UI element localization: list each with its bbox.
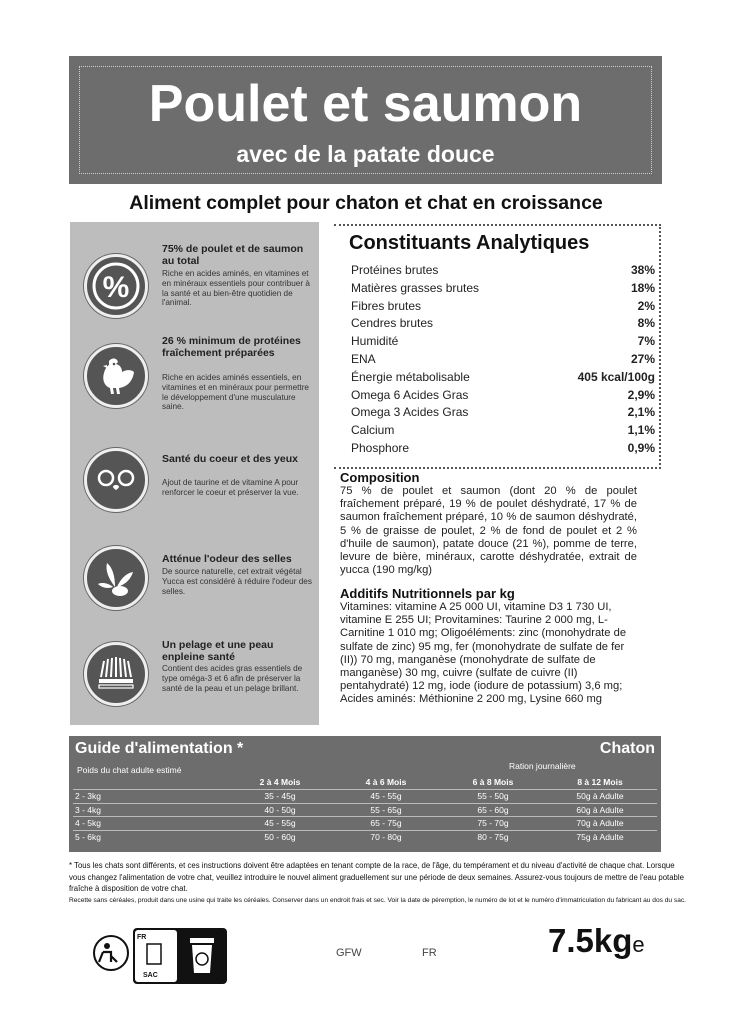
fr-code: FR <box>422 947 437 959</box>
guide-cell: 65 - 60g <box>477 804 509 815</box>
analytic-label: Matières grasses brutes <box>351 280 480 295</box>
composition-title: Composition <box>340 470 420 485</box>
guide-col-header: 2 à 4 Mois <box>259 777 301 787</box>
feature-title: Santé du coeur et des yeux <box>162 453 298 465</box>
analytic-label: Phosphore <box>351 441 410 455</box>
guide-weight: 3 - 4kg <box>75 804 101 815</box>
feature-desc: Ajout de taurine et de vitamine A pour renforcer le coeur et préserver la vue. <box>162 478 299 497</box>
guide-category: Chaton <box>599 740 655 757</box>
yucca-plant-icon <box>84 546 148 610</box>
percent-icon <box>84 254 148 318</box>
estimated-mark: e <box>632 932 645 957</box>
analytic-value: 38% <box>630 263 655 277</box>
guide-cell: 60g à Adulte <box>576 804 624 815</box>
analytic-title: Constituants Analytiques <box>349 232 590 254</box>
header-banner <box>69 56 662 184</box>
guide-subtitle: Poids du chat adulte estimé <box>77 765 182 775</box>
analytic-row <box>351 422 655 440</box>
feature-title: Atténue l'odeur des selles <box>162 553 292 565</box>
net-weight-value: 7.5kg <box>548 922 633 959</box>
footnote: * Tous les chats sont différents, et ces instructions doivent être adaptées en tenant compte de la race, de l'âge, du tempérament et du niveau d'activité de chaque chat. Lorsque vous changez l'alimentation de votre chat, veuillez introduire le nouvel aliment graduellement sur une période de deux semaines. Assurez-vous toujours de mettre de l'eau potable fraîche à disposition de votre chat. <box>69 861 684 893</box>
analytic-value: 0,9% <box>627 441 655 455</box>
feature-title: Un pelage et une peau enpleine santé <box>162 639 274 663</box>
analytic-value: 1,1% <box>627 423 655 438</box>
product-subtitle: avec de la patate douce <box>236 141 495 167</box>
product-title: Poulet et saumon <box>148 75 583 133</box>
footnote-storage: Recette sans céréales, produit dans une usine qui traite les céréales. Conserver dans un endroit frais et sec. Voir la date de péremption, le numéro de lot et le numéro d'immatriculation du fabricant au dos du sac. <box>69 897 687 904</box>
guide-cell: 55 - 50g <box>477 791 509 801</box>
analytic-row <box>351 387 655 405</box>
analytic-label: Calcium <box>351 423 395 438</box>
gfw-code: GFW <box>336 947 362 959</box>
analytic-label: Énergie métabolisable <box>351 369 470 384</box>
analytic-label: Omega 3 Acides Gras <box>351 405 469 420</box>
analytic-label: Fibres brutes <box>351 298 422 313</box>
analytic-label: ENA <box>351 352 376 366</box>
coat-skin-icon <box>84 642 148 706</box>
recycle-country: FR <box>137 934 147 941</box>
guide-cell: 45 - 55g <box>264 818 296 828</box>
guide-col-header: 4 à 6 Mois <box>365 777 407 787</box>
guide-row <box>73 816 657 829</box>
guide-cell: 75 - 70g <box>477 818 509 828</box>
analytic-label: Humidité <box>351 334 399 349</box>
analytic-value: 8% <box>637 316 655 331</box>
guide-row <box>73 830 657 843</box>
feeding-guide <box>69 736 661 852</box>
analytic-row <box>351 440 655 458</box>
guide-cell: 35 - 45g <box>264 791 296 801</box>
chicken-icon <box>84 344 148 408</box>
analytic-value: 2,1% <box>627 405 655 420</box>
guide-cell: 50 - 60g <box>264 831 296 842</box>
guide-cell: 40 - 50g <box>264 804 296 815</box>
analytic-value: 405 kcal/100g <box>577 369 655 384</box>
analytic-value: 2,9% <box>627 387 655 402</box>
additifs-title: Additifs Nutritionnels par kg <box>340 586 515 601</box>
guide-row <box>73 789 657 802</box>
svg-text:%: % <box>102 271 130 304</box>
analytic-label: Cendres brutes <box>351 316 434 331</box>
guide-weight: 5 - 6kg <box>75 831 101 842</box>
guide-cell: 75g à Adulte <box>576 831 624 842</box>
analytic-value: 7% <box>637 334 655 349</box>
analytic-row <box>351 333 655 351</box>
analytic-label: Protéines brutes <box>351 263 439 277</box>
analytic-row <box>351 298 655 316</box>
feature-desc: Riche en acides aminés, en vitamines et en minéraux essentiels pour contribuer à la santé et au bien-être quotidien de l'animal. <box>162 269 310 308</box>
analytic-row <box>351 404 655 422</box>
analytic-value: 27% <box>630 352 655 366</box>
analytic-row <box>351 369 655 387</box>
features-panel <box>70 222 319 725</box>
guide-title: Guide d'alimentation * <box>75 740 244 757</box>
feature-title: 26 % minimum de protéines fraîchement préparées <box>162 335 301 359</box>
composition-text: 75 % de poulet et saumon (dont 20 % de poulet fraîchement préparé, 19 % de poulet déshydraté, 17 % de saumon fraîchement préparé, 10 % de saumon déshydraté, 5 % de graisse de poulet, 2 % de fond de poulet et 2 % d'huile de saumon), patate douce (21 %), pomme de terre, levure de bière, minéraux, carotte déshydratée, extrait de yucca (190 mg/kg) <box>340 485 637 577</box>
guide-col-header: 6 à 8 Mois <box>472 777 514 787</box>
feature-desc: Riche en acides aminés essentiels, en vitamines et en minéraux pour permettre le développement d'une musculature saine. <box>162 373 309 412</box>
guide-cell: 50g à Adulte <box>576 791 624 801</box>
recycling-logo <box>89 922 229 984</box>
guide-cell: 45 - 55g <box>370 791 402 801</box>
guide-cell: 80 - 75g <box>477 831 509 842</box>
guide-ration: Ration journalière <box>509 761 576 771</box>
analytic-value: 18% <box>630 280 655 295</box>
net-weight <box>548 922 645 960</box>
guide-cell: 70 - 80g <box>370 831 402 842</box>
guide-cell: 65 - 75g <box>370 818 402 828</box>
analytic-row <box>351 315 655 333</box>
guide-cell: 55 - 65g <box>370 804 402 815</box>
triman-icon <box>94 936 128 970</box>
guide-cell: 70g à Adulte <box>576 818 624 828</box>
additifs-text: Vitamines: vitamine A 25 000 UI, vitamine D3 1 730 UI, vitamine E 255 UI; Provitamines: Taurine 2 000 mg, L-Carnitine 1 010 mg; Oligoéléments: zinc (monohydrate de sulfate de zinc) 95 mg, fer (monohydrate de sulfate de fer (II)) 70 mg, manganèse (monohydrate de sulfate de manganèse) 30 mg, cuivre (sulfate de cuivre (II) pentahydraté) 12 mg, iode (iodure de potassium) 3,6 mg; Acides aminés: Méthionine 2 200 mg, Lysine 660 mg <box>340 601 627 706</box>
cat-face-icon <box>84 448 148 512</box>
tagline: Aliment complet pour chaton et chat en croissance <box>129 192 603 214</box>
guide-weight: 4 - 5kg <box>75 818 101 828</box>
analytic-row <box>351 262 655 280</box>
analytic-row <box>351 280 655 298</box>
analytic-label: Omega 6 Acides Gras <box>351 387 469 402</box>
feature-desc: De source naturelle, cet extrait végétal Yucca est considéré à réduire l'odeur des selles. <box>162 567 312 596</box>
guide-row <box>73 803 657 816</box>
recycle-bag: SAC <box>143 972 158 979</box>
feature-desc: Contient des acides gras essentiels de type oméga-3 et 6 afin de préserver la santé de la peau et un pelage brillant. <box>162 664 303 693</box>
guide-weight: 2 - 3kg <box>75 791 101 801</box>
guide-col-header: 8 à 12 Mois <box>577 777 623 787</box>
analytic-value: 2% <box>637 298 655 313</box>
analytic-row <box>351 351 655 369</box>
feature-title: 75% de poulet et de saumon au total <box>162 243 304 267</box>
